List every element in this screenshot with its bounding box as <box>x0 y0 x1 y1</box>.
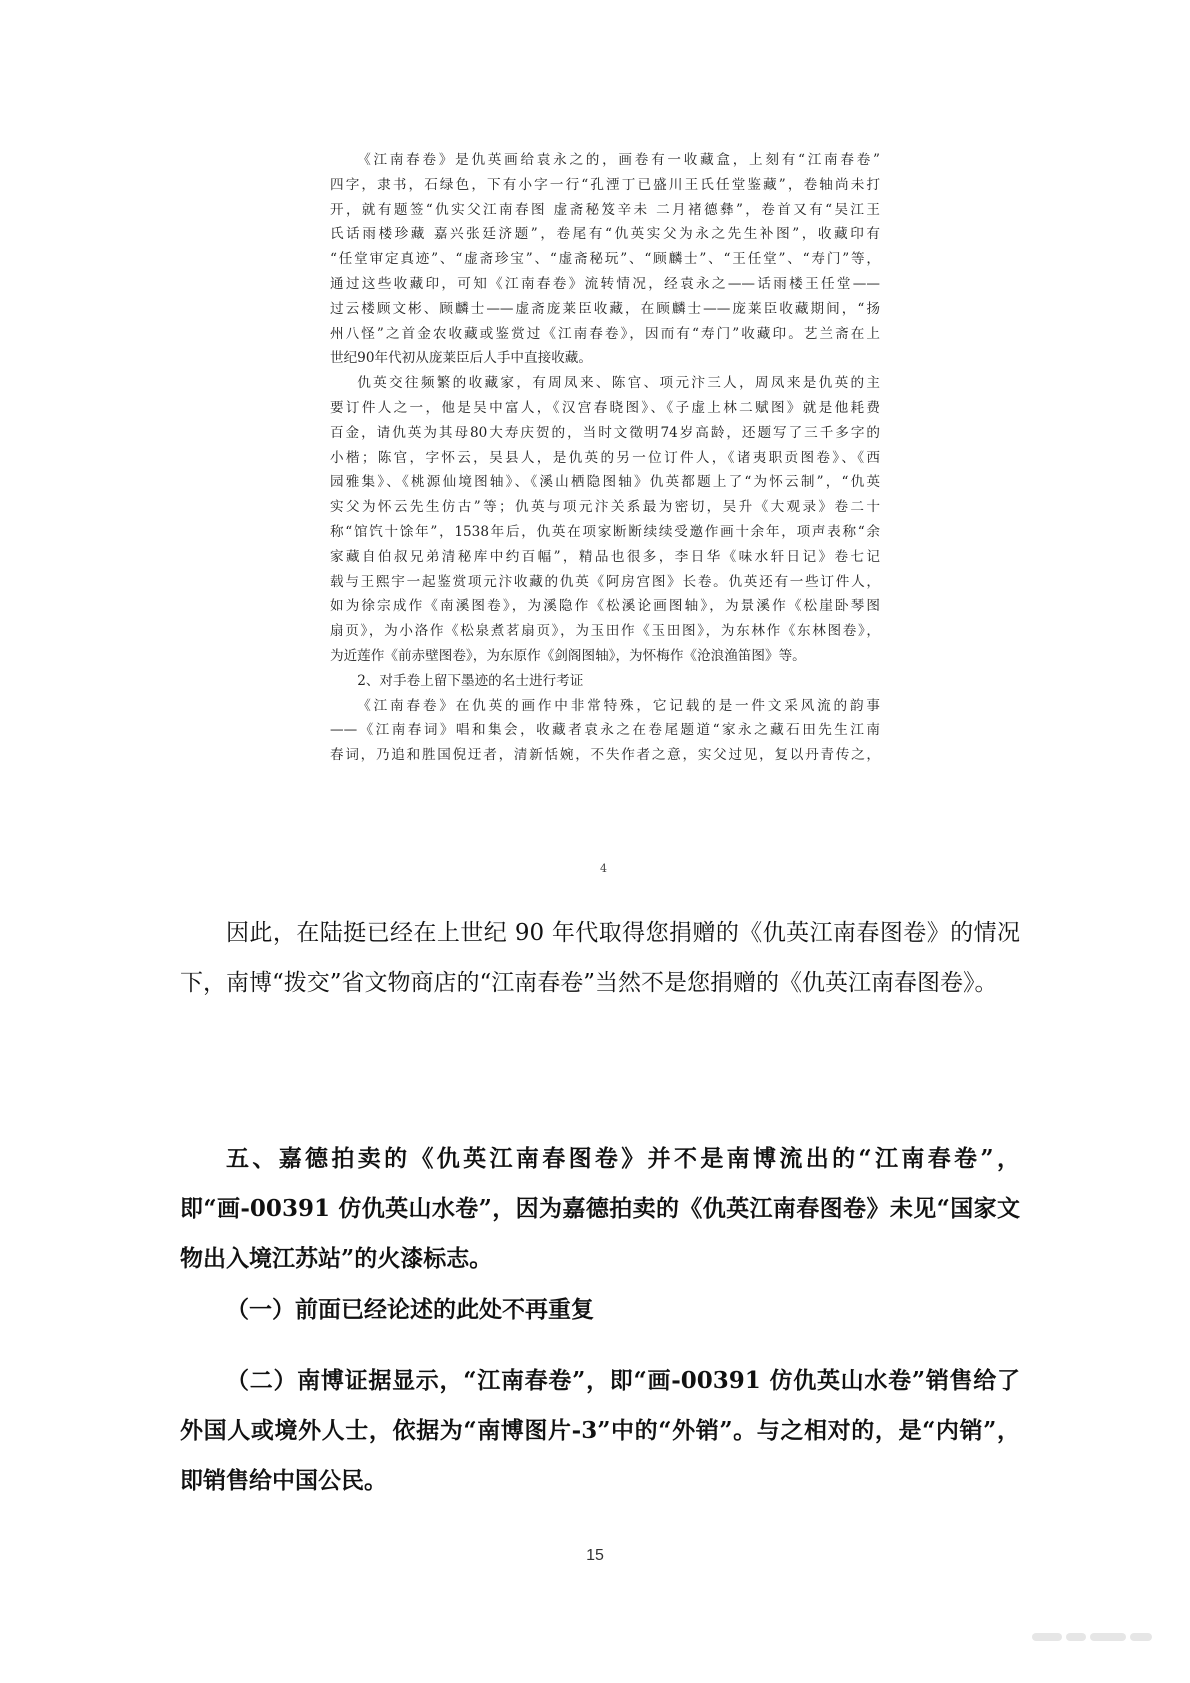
section-heading-text: 五、嘉德拍卖的《仇英江南春图卷》并不是南博流出的“江南春卷”，即“画-00391 仿仇英山水卷”，因为嘉德拍卖的《仇英江南春图卷》未见“国家文物出入境江苏站”的火漆标志。 <box>180 1145 1020 1272</box>
subsection-text: （二）南博证据显示，“江南春卷”，即“画-00391 仿仇英山水卷”销售给了外国人或境外人士，依据为“南博图片-3”中的“外销”。与之相对的，是“内销”，即销售给中国公民。 <box>180 1367 1020 1494</box>
scan-line: 称“馆饩十馀年”，1538年后，仇英在项家断断续续受邀作画十余年，项声表称“余 <box>330 523 880 540</box>
scan-line: 四字，隶书，石绿色，下有小字一行“孔湮丁已盛川王氏任堂鉴藏”，卷轴尚未打 <box>330 176 880 193</box>
scan-line: 世纪90年代初从庞莱臣后人手中直接收藏。 <box>330 350 592 367</box>
scanned-book-page <box>330 148 880 908</box>
scan-line: 氏话雨楼珍藏 嘉兴张廷济题”，卷尾有“仇英实父为永之先生补图”，收藏印有 <box>330 226 880 243</box>
scan-subheading: 2、对手卷上留下墨迹的名士进行考证 <box>357 672 584 689</box>
scan-line: 《江南春卷》是仇英画给袁永之的，画卷有一收藏盒，上刻有“江南春卷” <box>357 152 880 168</box>
scan-line: “任堂审定真迹”、“虚斋珍宝”、“虚斋秘玩”、“顾麟士”、“王任堂”、“寿门”等， <box>330 251 880 268</box>
section-five-heading <box>180 1134 1020 1284</box>
scan-line: 百金，请仇英为其母80大寿庆贺的，当时文徵明74岁高龄，还题写了三千多字的 <box>330 424 880 441</box>
scan-line: 园雅集》、《桃源仙境图轴》、《溪山栖隐图轴》仇英都题上了“为怀云制”，“仇英 <box>330 474 880 491</box>
scan-line: ——《江南春词》唱和集会，收藏者袁永之在卷尾题道“家永之藏石田先生江南 <box>330 722 880 739</box>
page-number: 15 <box>586 1547 604 1564</box>
paragraph-conclusion <box>180 908 1020 1008</box>
scan-line: 《江南春卷》在仇英的画作中非常特殊，它记载的是一件文采风流的韵事 <box>357 697 880 714</box>
watermark <box>1032 1633 1152 1647</box>
scan-line: 仇英交往频繁的收藏家，有周凤来、陈官、项元汴三人，周凤来是仇英的主 <box>357 375 880 392</box>
scan-line: 实父为怀云先生仿古”等；仇英与项元汴关系最为密切，吴升《大观录》卷二十 <box>330 499 880 516</box>
scan-page-number: 4 <box>600 862 607 875</box>
scan-line: 如为徐宗成作《南溪图卷》，为溪隐作《松溪论画图轴》，为景溪作《松崖卧琴图 <box>330 598 880 615</box>
scan-line: 通过这些收藏印，可知《江南春卷》流转情况，经袁永之——话雨楼王任堂—— <box>330 275 880 292</box>
scan-line: 要订件人之一，他是吴中富人，《汉宫春晓图》、《子虚上林二赋图》就是他耗费 <box>330 399 880 416</box>
scan-line: 州八怪”之首金农收藏或鉴赏过《江南春卷》，因而有“寿门”收藏印。艺兰斋在上 <box>330 325 880 342</box>
scan-line: 扇页》，为小洛作《松泉煮茗扇页》，为玉田作《玉田图》，为东林作《东林图卷》， <box>330 623 880 640</box>
scan-line: 开，就有题签“仇实父江南春图 虚斋秘笈辛未 二月褚德彝”，卷首又有“吴江王 <box>330 201 880 218</box>
subsection-one <box>180 1285 1020 1335</box>
scan-line: 过云楼顾文彬、顾麟士——虚斋庞莱臣收藏，在顾麟士——庞莱臣收藏期间，“扬 <box>330 300 880 317</box>
paragraph-text: 因此，在陆挺已经在上世纪 90 年代取得您捐赠的《仇英江南春图卷》的情况下，南博“拨交”省文物商店的“江南春卷”当然不是您捐赠的《仇英江南春图卷》。 <box>180 920 1020 996</box>
scan-line: 家藏自伯叔兄弟清秘库中约百幅”，精品也很多，李日华《味水轩日记》卷七记 <box>330 548 880 565</box>
subsection-text: （一）前面已经论述的此处不再重复 <box>226 1296 594 1323</box>
scan-line: 为近莲作《前赤壁图卷》，为东原作《剑阁图轴》，为怀梅作《沧浪渔笛图》等。 <box>330 647 806 664</box>
subsection-two <box>180 1356 1020 1506</box>
scan-line: 载与王熙宇一起鉴赏项元汴收藏的仇英《阿房宫图》长卷。仇英还有一些订件人， <box>330 573 880 590</box>
scan-line: 小楷；陈官，字怀云，吴县人，是仇英的另一位订件人，《诸夷职贡图卷》、《西 <box>330 449 880 466</box>
scan-line: 春词，乃追和胜国倪迂者，清新恬婉，不失作者之意，实父过见，复以丹青传之， <box>330 747 880 764</box>
